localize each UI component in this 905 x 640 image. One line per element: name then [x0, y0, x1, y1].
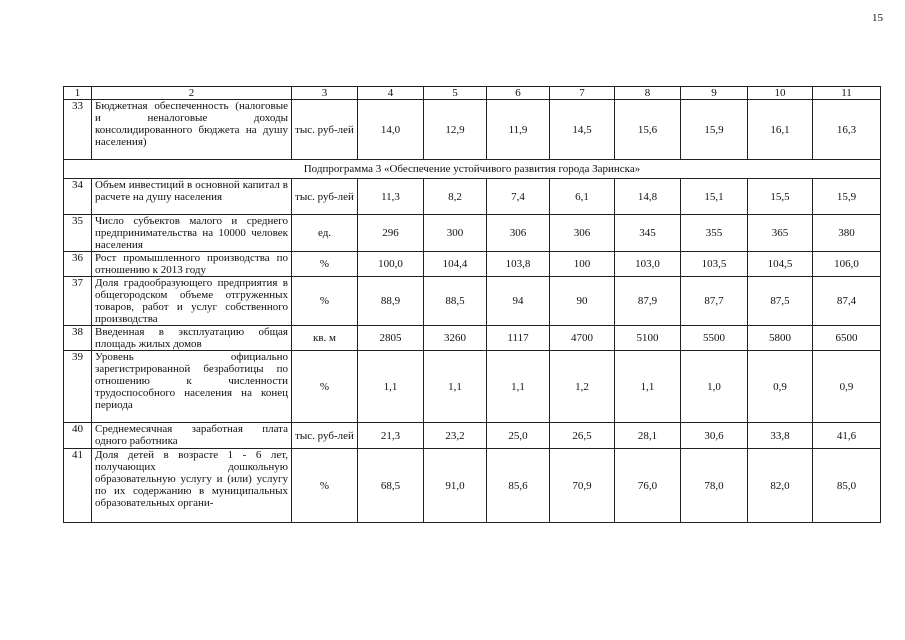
row-unit: % [292, 351, 358, 423]
row-value: 15,9 [813, 179, 881, 215]
row-value: 7,4 [487, 179, 550, 215]
indicators-table [63, 86, 881, 523]
table-row [64, 215, 881, 252]
row-value: 30,6 [681, 423, 748, 449]
table-row [64, 326, 881, 351]
row-value: 12,9 [424, 100, 487, 160]
row-value: 87,4 [813, 277, 881, 326]
row-value: 11,3 [358, 179, 424, 215]
row-value: 296 [358, 215, 424, 252]
header-cell: 8 [615, 87, 681, 100]
row-number: 41 [64, 449, 92, 523]
row-value: 25,0 [487, 423, 550, 449]
row-value: 91,0 [424, 449, 487, 523]
row-value: 103,0 [615, 252, 681, 277]
row-value: 16,3 [813, 100, 881, 160]
row-value: 100 [550, 252, 615, 277]
row-value: 14,0 [358, 100, 424, 160]
row-value: 5100 [615, 326, 681, 351]
row-unit: % [292, 252, 358, 277]
row-description: Введенная в эксплуатацию общая площадь жилых домов [92, 326, 292, 351]
row-value: 26,5 [550, 423, 615, 449]
row-description: Доля градообразующего предприятия в общегородском объеме отгруженных товаров, работ и услуг собственного производства [92, 277, 292, 326]
row-value: 1,1 [615, 351, 681, 423]
table-row [64, 449, 881, 523]
row-value: 1,1 [358, 351, 424, 423]
row-unit: кв. м [292, 326, 358, 351]
table-row [64, 351, 881, 423]
row-value: 21,3 [358, 423, 424, 449]
header-cell: 11 [813, 87, 881, 100]
row-value: 300 [424, 215, 487, 252]
row-value: 68,5 [358, 449, 424, 523]
row-value: 0,9 [813, 351, 881, 423]
row-value: 11,9 [487, 100, 550, 160]
row-value: 3260 [424, 326, 487, 351]
row-value: 1,0 [681, 351, 748, 423]
row-value: 78,0 [681, 449, 748, 523]
row-number: 38 [64, 326, 92, 351]
row-value: 15,1 [681, 179, 748, 215]
header-cell: 5 [424, 87, 487, 100]
row-value: 100,0 [358, 252, 424, 277]
row-unit: ед. [292, 215, 358, 252]
row-value: 365 [748, 215, 813, 252]
row-unit: тыс. руб-лей [292, 423, 358, 449]
row-value: 87,5 [748, 277, 813, 326]
header-cell: 1 [64, 87, 92, 100]
row-value: 0,9 [748, 351, 813, 423]
row-value: 88,9 [358, 277, 424, 326]
row-value: 345 [615, 215, 681, 252]
row-unit: тыс. руб-лей [292, 100, 358, 160]
subprogram-row [64, 160, 881, 179]
row-value: 103,8 [487, 252, 550, 277]
row-value: 94 [487, 277, 550, 326]
header-cell: 2 [92, 87, 292, 100]
row-value: 1,1 [487, 351, 550, 423]
row-unit: тыс. руб-лей [292, 179, 358, 215]
row-number: 39 [64, 351, 92, 423]
table-row [64, 277, 881, 326]
row-value: 104,4 [424, 252, 487, 277]
table-row [64, 179, 881, 215]
header-cell: 4 [358, 87, 424, 100]
row-value: 1117 [487, 326, 550, 351]
header-cell: 10 [748, 87, 813, 100]
row-value: 4700 [550, 326, 615, 351]
row-value: 380 [813, 215, 881, 252]
table-row [64, 423, 881, 449]
row-value: 23,2 [424, 423, 487, 449]
header-cell: 6 [487, 87, 550, 100]
row-value: 1,2 [550, 351, 615, 423]
row-number: 35 [64, 215, 92, 252]
row-value: 33,8 [748, 423, 813, 449]
row-value: 355 [681, 215, 748, 252]
row-value: 5500 [681, 326, 748, 351]
row-value: 1,1 [424, 351, 487, 423]
row-value: 87,9 [615, 277, 681, 326]
row-description: Среднемесячная заработная плата одного работника [92, 423, 292, 449]
table-row [64, 252, 881, 277]
row-value: 90 [550, 277, 615, 326]
header-cell: 7 [550, 87, 615, 100]
row-unit: % [292, 449, 358, 523]
row-value: 76,0 [615, 449, 681, 523]
row-number: 40 [64, 423, 92, 449]
row-description: Уровень официально зарегистрированной безработицы по отношению к численности трудоспособного населения на конец периода [92, 351, 292, 423]
row-description: Число субъектов малого и среднего предпринимательства на 10000 человек населения [92, 215, 292, 252]
header-cell: 3 [292, 87, 358, 100]
row-value: 82,0 [748, 449, 813, 523]
row-value: 28,1 [615, 423, 681, 449]
row-value: 15,5 [748, 179, 813, 215]
row-value: 85,0 [813, 449, 881, 523]
row-value: 103,5 [681, 252, 748, 277]
row-value: 87,7 [681, 277, 748, 326]
row-number: 33 [64, 100, 92, 160]
page-number: 15 [872, 12, 883, 24]
row-unit: % [292, 277, 358, 326]
row-number: 34 [64, 179, 92, 215]
header-cell: 9 [681, 87, 748, 100]
row-value: 6500 [813, 326, 881, 351]
row-value: 41,6 [813, 423, 881, 449]
subprogram-title: Подпрограмма 3 «Обеспечение устойчивого развития города Заринска» [64, 160, 881, 179]
row-value: 85,6 [487, 449, 550, 523]
row-value: 2805 [358, 326, 424, 351]
row-value: 88,5 [424, 277, 487, 326]
table-row [64, 100, 881, 160]
row-number: 36 [64, 252, 92, 277]
row-value: 306 [487, 215, 550, 252]
row-number: 37 [64, 277, 92, 326]
row-value: 104,5 [748, 252, 813, 277]
row-value: 306 [550, 215, 615, 252]
row-description: Рост промышленного производства по отношению к 2013 году [92, 252, 292, 277]
row-value: 5800 [748, 326, 813, 351]
row-value: 15,6 [615, 100, 681, 160]
row-value: 14,5 [550, 100, 615, 160]
row-value: 15,9 [681, 100, 748, 160]
row-value: 16,1 [748, 100, 813, 160]
row-value: 6,1 [550, 179, 615, 215]
row-description: Объем инвестиций в основной капитал в расчете на душу населения [92, 179, 292, 215]
row-description: Бюджетная обеспеченность (налоговые и неналоговые доходы консолидированного бюджета на душу населения) [92, 100, 292, 160]
row-value: 70,9 [550, 449, 615, 523]
row-description: Доля детей в возрасте 1 - 6 лет, получающих дошкольную образовательную услугу и (или) услугу по их содержанию в муниципальных образовательных органи- [92, 449, 292, 523]
row-value: 8,2 [424, 179, 487, 215]
row-value: 14,8 [615, 179, 681, 215]
row-value: 106,0 [813, 252, 881, 277]
header-row [64, 87, 881, 100]
